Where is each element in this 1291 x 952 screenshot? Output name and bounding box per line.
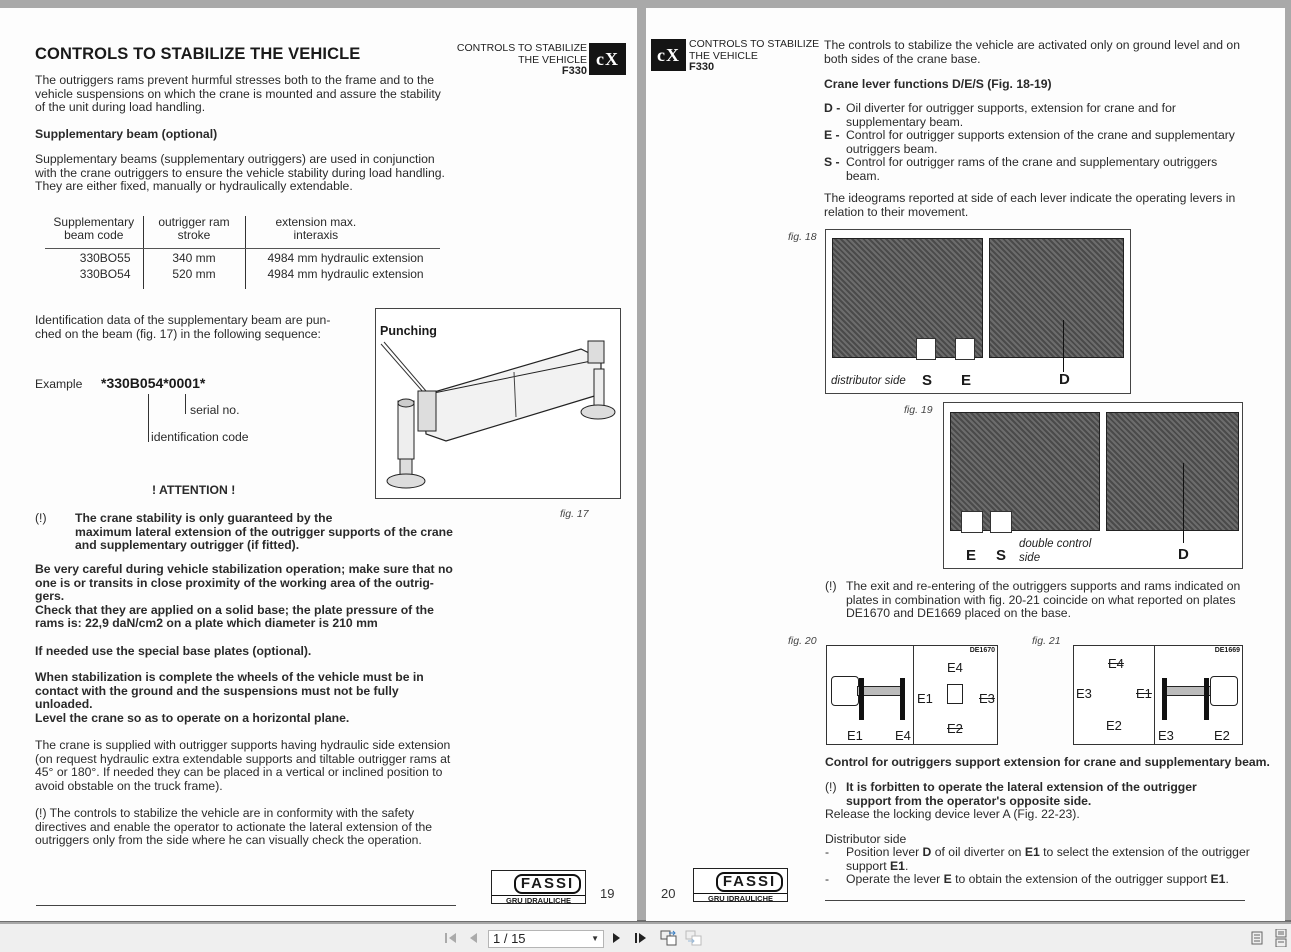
careful-paragraph: Be very careful during vehicle stabilization operation; make sure that no one is or transits in close proximity of the working area of the outrig- gers. Check that they are applied on a solid base; the plate pressure of the rams is: 22,9 daN/cm2 on a plate which diameter is 210 mm — [35, 562, 453, 631]
figure-19-caption: fig. 19 — [904, 404, 933, 416]
supplied-paragraph: The crane is supplied with outrigger supports having hydraulic side extension (on request hydraulic extra extendable supports and tiltable outrigger rams at 45° or 180°. If needed they can be placed in a vertical or inclined position to avoid obstable on the truck frame). — [35, 738, 451, 793]
page-number: 20 — [661, 886, 676, 901]
identification-code-label: identification code — [151, 430, 249, 444]
figure-18-caption: fig. 18 — [788, 231, 817, 243]
figure-17 — [375, 308, 621, 499]
next-view-button[interactable] — [684, 929, 704, 947]
release-instruction: Release the locking device lever A (Fig. 22-23). — [825, 807, 1080, 821]
intro-paragraph: The controls to stabilize the vehicle are activated only on ground level and on both sides of the crane base. — [824, 38, 1240, 66]
last-page-icon — [634, 931, 648, 945]
figure-19: E S double control side D — [943, 402, 1243, 569]
list-item: E - Control for outrigger supports extension of the crane and supplementary outriggers beam. — [824, 128, 1235, 156]
fassi-logo: FASSI GRU IDRAULICHE — [491, 870, 586, 904]
page-number: 19 — [600, 886, 615, 901]
lever-s-label: S — [922, 372, 933, 389]
forbidden-warning: It is forbitten to operate the lateral extension of the outrigger support from the operator's opposite side. — [846, 780, 1197, 808]
table-row: 330BO55 340 mm 4984 mm hydraulic extension — [45, 249, 440, 266]
figure-20-caption: fig. 20 — [788, 635, 817, 647]
supplementary-heading: Supplementary beam (optional) — [35, 127, 218, 141]
attention-heading: ! ATTENTION ! — [152, 483, 236, 497]
control-heading: Control for outriggers support extension for crane and supplementary beam. — [825, 755, 1270, 769]
page-20 — [646, 8, 1285, 921]
list-item: - Operate the lever E to obtain the extension of the outrigger support E1. — [825, 872, 1229, 887]
figure-20-plate: DE1670 E1 E4 E4 E1 E3 E2 — [826, 645, 998, 745]
footer-rule — [36, 905, 456, 906]
distributor-side-label: Distributor side — [825, 832, 907, 846]
continuous-view-button[interactable] — [1274, 929, 1288, 947]
next-page-icon — [612, 931, 622, 945]
lever-d-label: D — [1059, 371, 1070, 388]
single-page-icon — [1251, 931, 1263, 945]
table-row: 330BO54 520 mm 4984 mm hydraulic extension — [45, 265, 440, 289]
warning-mark: (!) — [35, 511, 47, 525]
chevron-down-icon: ▼ — [591, 934, 599, 943]
ideograms-paragraph: The ideograms reported at side of each lever indicate the operating levers in relation to their movement. — [824, 191, 1236, 219]
footer-rule — [825, 900, 1245, 901]
cx-badge: cX — [651, 39, 686, 71]
lever-e-label: E — [961, 372, 972, 389]
next-page-button[interactable] — [610, 929, 624, 947]
next-view-icon — [685, 930, 703, 946]
intro-paragraph: The outriggers rams prevent hurmful stresses both to the frame and to the vehicle suspensions on which the crane is mounted and assure the stability of the unit during load handling. — [35, 73, 441, 115]
list-item: S - Control for outrigger rams of the crane and supplementary outriggers beam. — [824, 155, 1218, 183]
supplementary-beam-table: Supplementary beam code outrigger ram stroke extension max. interaxis 330BO55 340 mm 4984 mm hydraulic extension 330BO54 520 mm 4984 mm hydraulic extension — [45, 216, 440, 289]
cx-badge: cX — [589, 43, 626, 75]
figure-21-caption: fig. 21 — [1032, 635, 1061, 647]
continuous-page-icon — [1275, 929, 1287, 947]
example-code: *330B054*0001* — [101, 375, 206, 391]
last-page-button[interactable] — [633, 929, 649, 947]
warning-mark: (!) — [825, 780, 837, 794]
page-19 — [0, 8, 637, 921]
fassi-logo: FASSI GRU IDRAULICHE — [693, 868, 788, 902]
supplementary-paragraph: Supplementary beams (supplementary outriggers) are used in conjunction with the crane outriggers to ensure the vehicle stability during load handling. They are either fixed, manually or hydraulically extendable. — [35, 152, 445, 194]
previous-view-icon — [660, 930, 678, 946]
first-page-button[interactable] — [443, 929, 459, 947]
exit-note: The exit and re-entering of the outriggers supports and rams indicated on plates in combination with fig. 20-21 coincide on what reported on plates DE1670 and DE1669 placed on the base. — [846, 579, 1241, 621]
single-page-view-button[interactable] — [1250, 929, 1264, 947]
running-header: CONTROLS TO STABILIZE THE VEHICLE F330 — [689, 38, 820, 73]
lever-d-label: D — [1178, 546, 1189, 563]
figure-18: distributor side S E D — [825, 229, 1131, 394]
base-plates-note: If needed use the special base plates (optional). — [35, 644, 312, 658]
figure-21-plate: DE1669 E4 E3 E1 E2 E3 E2 — [1073, 645, 1243, 745]
lever-functions-heading: Crane lever functions D/E/S (Fig. 18-19) — [824, 77, 1052, 91]
example-label: Example — [35, 377, 83, 391]
conformity-paragraph: (!) The controls to stabilize the vehicle are in conformity with the safety directives and enable the operator to actionate the lateral extension of the outriggers only from the side where he can visually check the operation. — [35, 806, 433, 848]
page-number-select[interactable]: 1 / 15 ▼ — [488, 930, 604, 948]
serial-label: serial no. — [190, 403, 240, 417]
figure-17-caption: fig. 17 — [560, 508, 589, 520]
lever-e-label: E — [966, 547, 977, 564]
lever-list — [824, 102, 1254, 184]
viewer-toolbar — [0, 924, 1291, 952]
identification-paragraph: Identification data of the supplementary beam are pun- ched on the beam (fig. 17) in the following sequence: — [35, 313, 331, 341]
list-item: D - Oil diverter for outrigger supports, extension for crane and for supplementary beam. — [824, 101, 1176, 129]
outrigger-beam-illustration — [376, 309, 622, 500]
stability-warning: The crane stability is only guaranteed by the maximum lateral extension of the outrigger supports of the crane and supplementary outrigger (if fitted). — [75, 511, 453, 553]
previous-page-button[interactable] — [466, 929, 480, 947]
list-item: - Position lever D of oil diverter on E1 to select the extension of the outrigger — [825, 845, 1250, 859]
stabilization-paragraph: When stabilization is complete the wheels of the vehicle must be in contact with the ground and the suspensions must not be fully unloaded. Level the crane so as to operate on a horizontal plane. — [35, 670, 424, 725]
diverter-photo — [989, 238, 1124, 358]
tank-diverter-photo — [1106, 412, 1239, 531]
first-page-icon — [444, 931, 458, 945]
previous-page-icon — [468, 931, 478, 945]
steps-list: - Position lever D of oil diverter on E1 to select the extension of the outrigger support E1. - Operate the lever E to obtain the extension of the outrigger support E1. — [825, 846, 1255, 887]
punching-label: Punching — [380, 324, 437, 338]
lever-s-label: S — [996, 547, 1007, 564]
running-header: CONTROLS TO STABILIZE THE VEHICLE F330 — [456, 42, 587, 77]
warning-mark: (!) — [825, 579, 837, 593]
previous-view-button[interactable] — [659, 929, 679, 947]
page-title: CONTROLS TO STABILIZE THE VEHICLE — [35, 45, 361, 63]
